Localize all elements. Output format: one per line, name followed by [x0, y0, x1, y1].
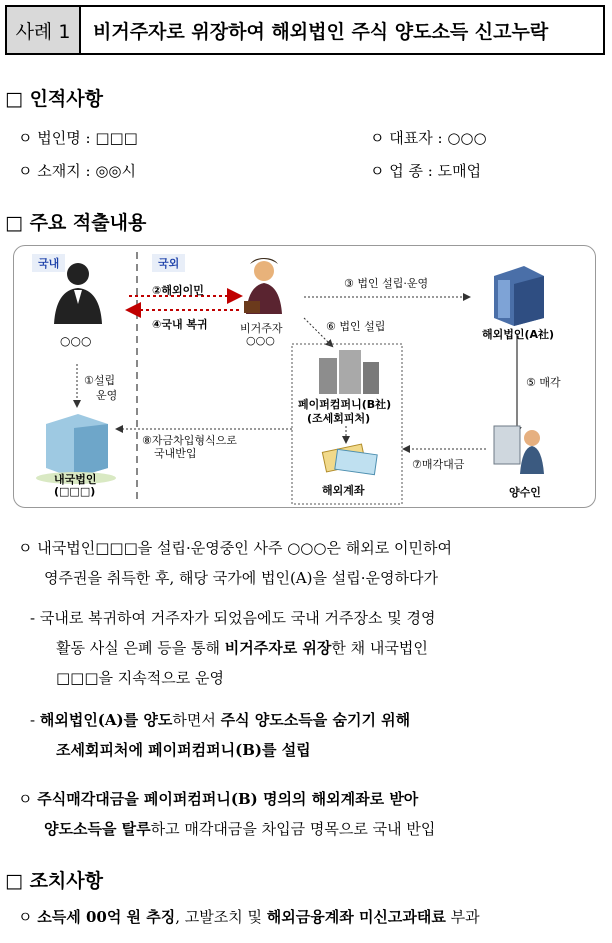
paragraph-4b: 양도소득을 탈루하고 매각대금을 차입금 명목으로 국내 반입: [44, 820, 436, 838]
section-findings: □ 주요 적출내용: [5, 212, 147, 234]
sale-label: ⑤ 매각: [526, 376, 561, 389]
paragraph-3a: - 해외법인(A)를 양도하면서 주식 양도소득을 숨기기 위해: [30, 711, 411, 729]
loan-label-1: ⑧자금차입형식으로: [142, 434, 237, 447]
setup-label-1: ①설립: [84, 374, 116, 387]
paragraph-3b: 조세회피처에 페이퍼컴퍼니(B)를 설립: [56, 741, 311, 759]
emigrate-label: ②해외이민: [152, 284, 204, 297]
businessman-icon: [54, 263, 102, 324]
nonresident-name: ○○○: [246, 334, 275, 347]
person-name: ○○○: [60, 334, 92, 348]
nonresident-label: 비거주자: [240, 322, 283, 335]
establish-label: ⑥ 법인 설립: [326, 320, 386, 333]
overseas-account-label: 해외계좌: [322, 484, 365, 497]
foreign-tag: 국외: [152, 254, 185, 272]
domestic-corp-name: (□□□): [54, 485, 96, 498]
setup-label-2: 운영: [96, 389, 118, 402]
foreign-corp-label: 해외법인(A社): [482, 328, 555, 341]
money-account-icon: [322, 444, 377, 475]
domestic-tag: 국내: [32, 254, 65, 272]
paragraph-2a: - 국내로 복귀하여 거주자가 되었음에도 국내 거주장소 및 경영: [30, 609, 436, 627]
case-title: 비거주자로 위장하여 해외법인 주식 양도소득 신고누락: [93, 20, 549, 43]
foreign-building-icon: [494, 266, 544, 326]
paper-company-building-icon: [319, 350, 379, 394]
loan-label-2: 국내반입: [154, 447, 197, 460]
paper-company-label: 페이퍼컴퍼니(B社): [298, 398, 392, 411]
domestic-corp-label: 내국법인: [54, 473, 97, 486]
representative: ㅇ 대표자 : ○○○: [370, 129, 487, 147]
industry: ㅇ 업 종 : 도매업: [370, 162, 482, 180]
sale-price-label: ⑦매각대금: [412, 458, 465, 471]
buyer-label: 양수인: [509, 486, 541, 499]
case-tag: 사례 1: [7, 7, 81, 53]
paragraph-1a: ㅇ 내국법인□□□을 설립·운영중인 사주 ○○○은 해외로 이민하여: [18, 539, 452, 557]
buyer-icon: [494, 426, 544, 474]
paragraph-1b: 영주권을 취득한 후, 해당 국가에 법인(A)을 설립·운영하다가: [44, 569, 438, 587]
scheme-diagram: [13, 245, 596, 508]
paragraph-2b: 활동 사실 은폐 등을 통해 비거주자로 위장한 채 내국법인: [56, 639, 428, 657]
establish-op-label: ③ 법인 설립·운영: [344, 277, 429, 290]
traveler-icon: [244, 258, 282, 314]
corp-name: ㅇ 법인명 : □□□: [18, 129, 138, 147]
tax-haven-label: (조세회피처): [307, 412, 371, 425]
action-item: ㅇ 소득세 00억 원 추징, 고발조치 및 해외금융계좌 미신고과태료 부과: [18, 908, 480, 926]
section-actions: □ 조치사항: [5, 870, 103, 892]
section-personal: □ 인적사항: [5, 88, 103, 110]
paragraph-2c: □□□을 지속적으로 운영: [56, 669, 224, 687]
location: ㅇ 소재지 : ◎◎시: [18, 162, 136, 180]
return-label: ④국내 복귀: [152, 318, 208, 331]
case-title-box: [5, 5, 605, 55]
paragraph-4a: ㅇ 주식매각대금을 페이퍼컴퍼니(B) 명의의 해외계좌로 받아: [18, 790, 419, 808]
